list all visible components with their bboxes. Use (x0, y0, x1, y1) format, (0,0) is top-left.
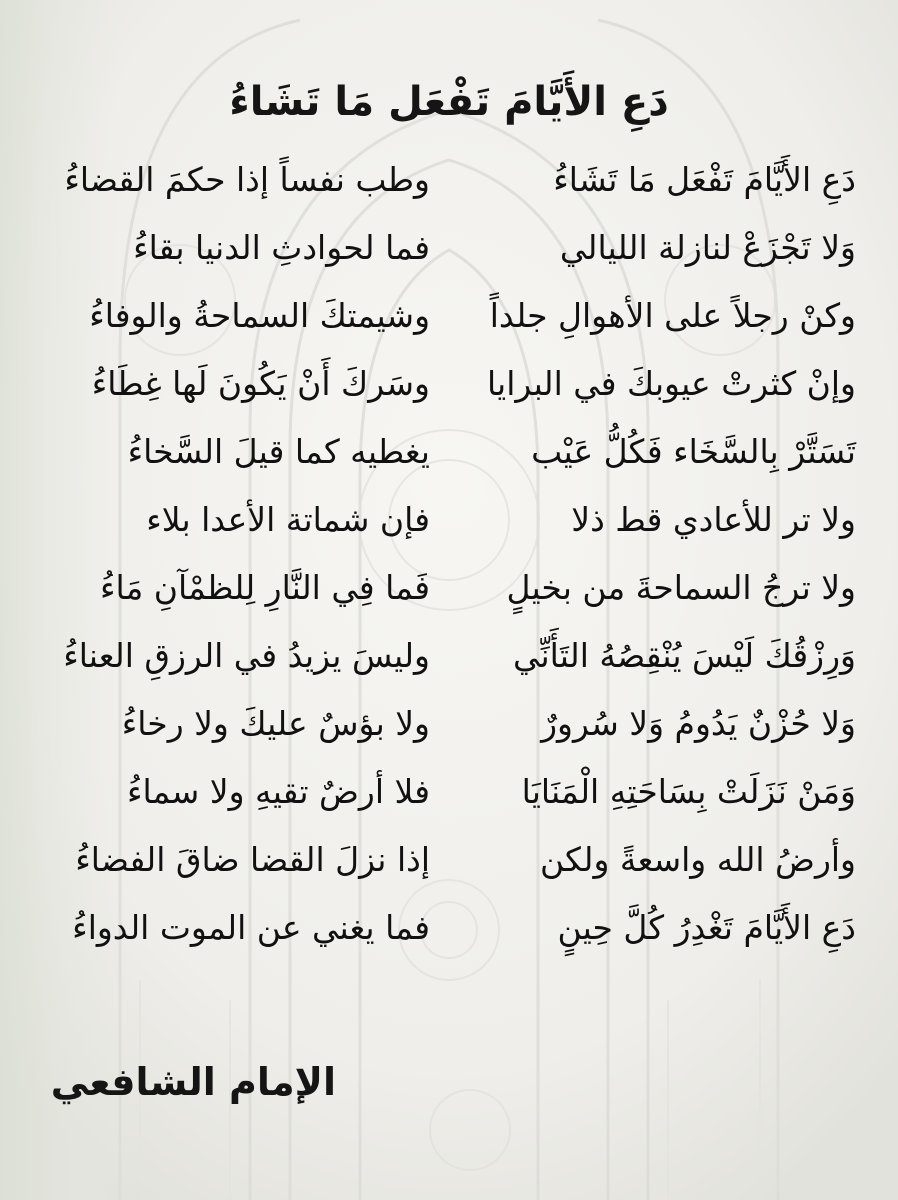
verse-row (0, 554, 898, 622)
verse-second-half: وطب نفساً إذا حكمَ القضاءُ (64, 160, 430, 199)
verse-row (0, 418, 898, 486)
verse-first-half: ولا تر للأعادي قط ذلا (571, 500, 856, 539)
verse-second-half: إذا نزلَ القضا ضاقَ الفضاءُ (75, 840, 430, 879)
verse-row (0, 350, 898, 418)
verse-first-half: وأرضُ الله واسعةً ولكن (540, 840, 856, 879)
verse-first-half: وإنْ كثرتْ عيوبكَ في البرايا (486, 364, 856, 403)
verse-first-half: دَعِ الأَيَّامَ تَغْدِرُ كُلَّ حِينٍ (557, 908, 856, 947)
verse-first-half: تَسَتَّرْ بِالسَّخَاء فَكُلُّ عَيْب (531, 432, 856, 471)
verse-first-half: وَمَنْ نَزَلَتْ بِسَاحَتِهِ الْمَنَايَا (521, 772, 856, 811)
verse-row (0, 486, 898, 554)
verse-row (0, 146, 898, 214)
verse-first-half: وَلا تَجْزَعْ لنازلة الليالي (559, 228, 856, 267)
verse-second-half: وليسَ يزيدُ في الرزقِ العناءُ (63, 636, 430, 675)
verse-second-half: وشيمتكَ السماحةُ والوفاءُ (89, 296, 430, 335)
poem-author: الإمام الشافعي (50, 1060, 336, 1104)
verse-row (0, 214, 898, 282)
poem-title: دَعِ الأَيَّامَ تَفْعَل مَا تَشَاءُ (229, 79, 669, 125)
verse-row (0, 690, 898, 758)
verse-first-half: وَرِزْقُكَ لَيْسَ يُنْقِصُهُ التَأَنِّي (512, 636, 856, 675)
verse-first-half: دَعِ الأَيَّامَ تَفْعَل مَا تَشَاءُ (553, 160, 856, 199)
verse-second-half: فَما فِي النَّارِ لِلظمْآنِ مَاءُ (100, 568, 430, 607)
verse-row (0, 622, 898, 690)
verse-second-half: يغطيه كما قيلَ السَّخاءُ (127, 432, 430, 471)
verse-row (0, 282, 898, 350)
verse-row (0, 826, 898, 894)
verse-second-half: فما يغني عن الموت الدواءُ (72, 908, 430, 947)
verse-second-half: وسَركَ أَنْ يَكُونَ لَها غِطَاءُ (91, 364, 430, 403)
verse-first-half: وَلا حُزْنٌ يَدُومُ وَلا سُرورٌ (541, 704, 856, 743)
verse-first-half: وكنْ رجلاً على الأهوالِ جلداً (489, 296, 856, 335)
verse-second-half: فما لحوادثِ الدنيا بقاءُ (133, 228, 430, 267)
verse-row (0, 894, 898, 962)
verse-second-half: فإن شماتة الأعدا بلاء (146, 500, 430, 539)
verse-second-half: فلا أرضٌ تقيهِ ولا سماءُ (126, 772, 430, 811)
verse-second-half: ولا بؤسٌ عليكَ ولا رخاءُ (121, 704, 430, 743)
verse-first-half: ولا ترجُ السماحةَ من بخيلٍ (506, 568, 856, 607)
verse-row (0, 758, 898, 826)
